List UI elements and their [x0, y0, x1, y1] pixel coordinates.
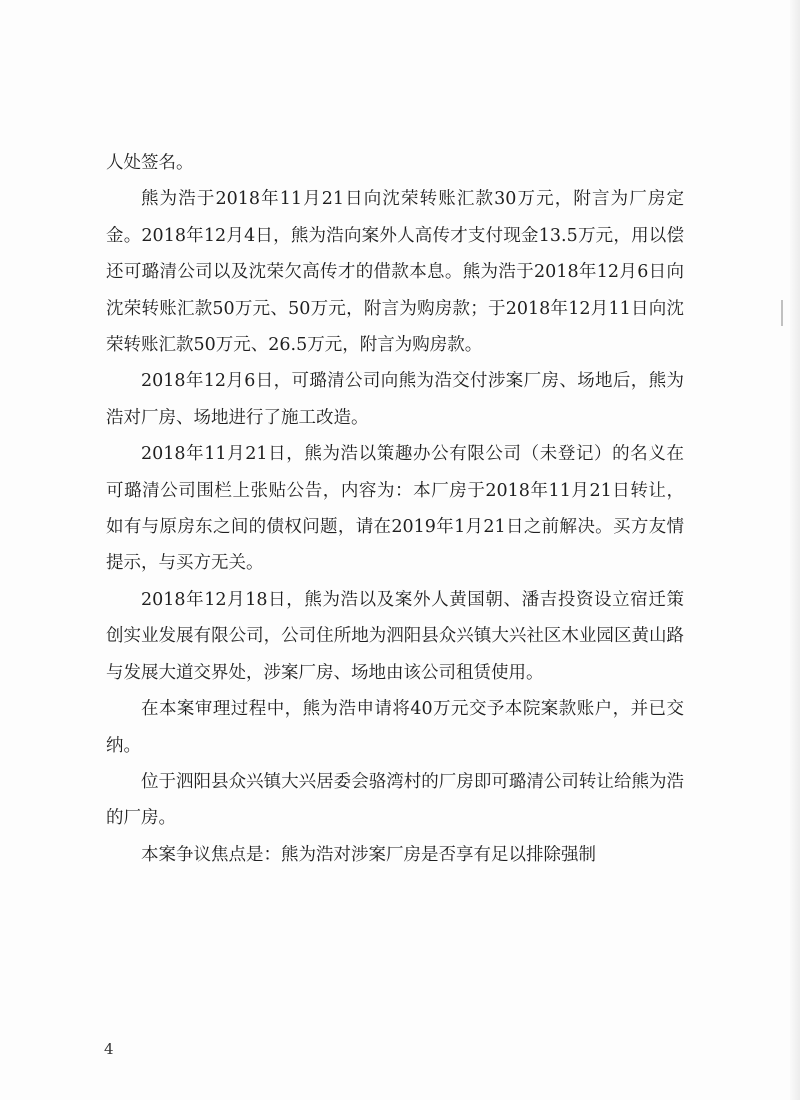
paragraph-company: 2018年12月18日，熊为浩以及案外人黄国朝、潘吉投资设立宿迁策创实业发展有限公司，公司住所地为泗阳县众兴镇大兴社区木业园区黄山路与发展大道交界处，涉案厂房、场地由该公司租赁使用。: [106, 589, 684, 683]
paragraph-dispute-focus: 本案争议焦点是：熊为浩对涉案厂房是否享有足以排除强制: [141, 844, 596, 865]
page-edge-shadow: [790, 0, 800, 1100]
scan-mark: [781, 300, 783, 326]
page-number: 4: [104, 1040, 114, 1058]
document-body: [106, 145, 684, 873]
paragraph-delivery: 2018年12月6日，可璐清公司向熊为浩交付涉案厂房、场地后，熊为浩对厂房、场地进行了施工改造。: [106, 371, 684, 428]
paragraph-location: 位于泗阳县众兴镇大兴居委会骆湾村的厂房即可璐清公司转让给熊为浩的厂房。: [106, 771, 684, 829]
paragraph-continuation: 人处签名。: [106, 153, 194, 173]
paragraph-deposit: 在本案审理过程中，熊为浩申请将40万元交予本院案款账户，并已交纳。: [106, 699, 684, 756]
paragraph-notice: 2018年11月21日，熊为浩以策趣办公有限公司（未登记）的名义在可璐清公司围栏上张贴公告，内容为：本厂房于2018年11月21日转让，如有与原房东之间的债权问题，请在2019年1月21日之前解决。买方友情提示，与买方无关。: [106, 444, 684, 574]
paragraph-payments: 熊为浩于2018年11月21日向沈荣转账汇款30万元，附言为厂房定金。2018年12月4日，熊为浩向案外人高传才支付现金13.5万元，用以偿还可璐清公司以及沈荣欠高传才的借款本息。熊为浩于2018年12月6日向沈荣转账汇款50万元、50万元，附言为购房款；于2018年12月11日向沈荣转账汇款50万元、26.5万元，附言为购房款。: [106, 189, 684, 356]
